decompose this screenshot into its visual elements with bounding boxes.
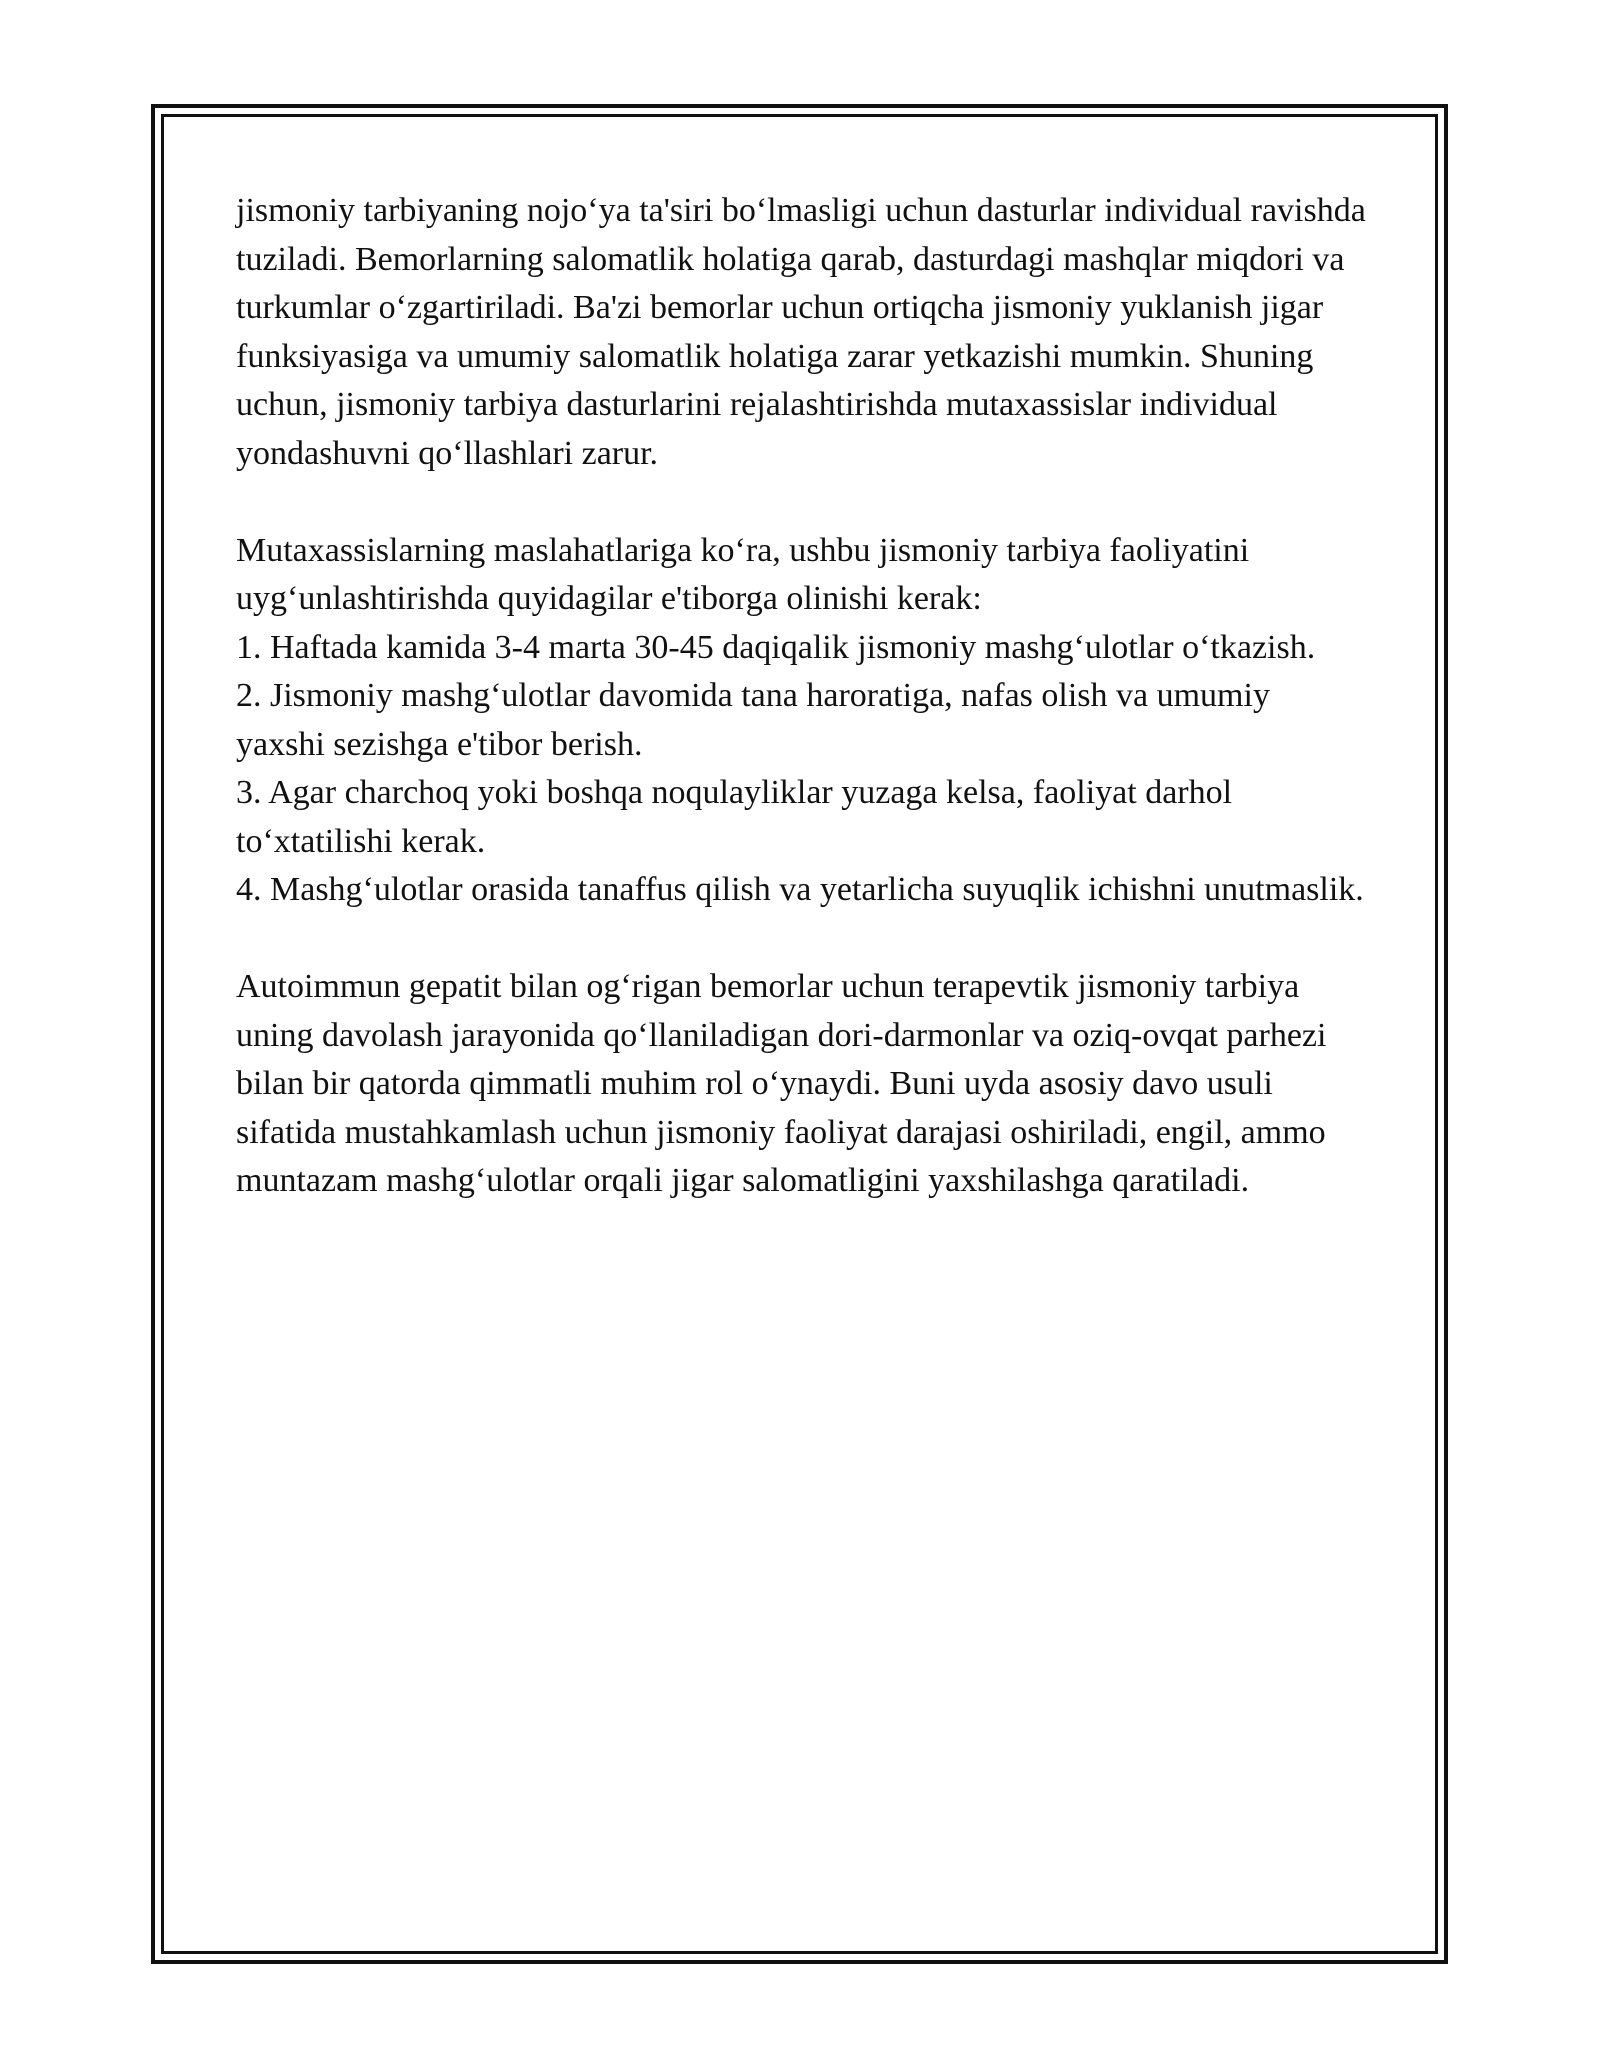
paragraph-2 (236, 527, 1366, 915)
list-item-3: 3. Agar charchoq yoki boshqa noqulayliklar yuzaga kelsa, faoliyat darhol to‘xtatilishi kerak. (236, 774, 1233, 860)
list-item-1: 1. Haftada kamida 3-4 marta 30-45 daqiqalik jismoniy mashg‘ulotlar o‘tkazish. (236, 628, 1316, 666)
paragraph-2-intro: Mutaxassislarning maslahatlariga ko‘ra, ushbu jismoniy tarbiya faoliyatini uyg‘unlashtirishda quyidagilar e'tiborga olinishi kerak: (236, 531, 1250, 617)
list-item-2: 2. Jismoniy mashg‘ulotlar davomida tana haroratiga, nafas olish va umumiy yaxshi sezishga e'tibor berish. (236, 677, 1270, 763)
paragraph-1: jismoniy tarbiyaning nojo‘ya ta'siri bo‘lmasligi uchun dasturlar individual ravishda tuziladi. Bemorlarning salomatlik holatiga qarab, dasturdagi mashqlar miqdori va turkumlar o‘zgartiriladi. Ba'zi bemorlar uchun ortiqcha jismoniy yuklanish jigar funksiyasiga va umumiy salomatlik holatiga zarar yetkazishi mumkin. Shuning uchun, jismoniy tarbiya dasturlarini rejalashtirishda mutaxassislar individual yondashuvni qo‘llashlari zarur. (236, 192, 1366, 472)
list-item-4: 4. Mashg‘ulotlar orasida tanaffus qilish va yetarlicha suyuqlik ichishni unutmaslik. (236, 871, 1364, 908)
paragraph-3: Autoimmun gepatit bilan og‘rigan bemorlar uchun terapevtik jismoniy tarbiya uning davolash jarayonida qo‘llaniladigan dori-darmonlar va oziq-ovqat parhezi bilan bir qatorda qimmatli muhim rol o‘ynaydi. Buni uyda asosiy davo usuli sifatida mustahkamlash uchun jismoniy faoliyat darajasi oshiriladi, engil, ammo muntazam mashg‘ulotlar orqali jigar salomatligini yaxshilashga qaratiladi. (236, 968, 1327, 1199)
document-body (236, 187, 1366, 1206)
